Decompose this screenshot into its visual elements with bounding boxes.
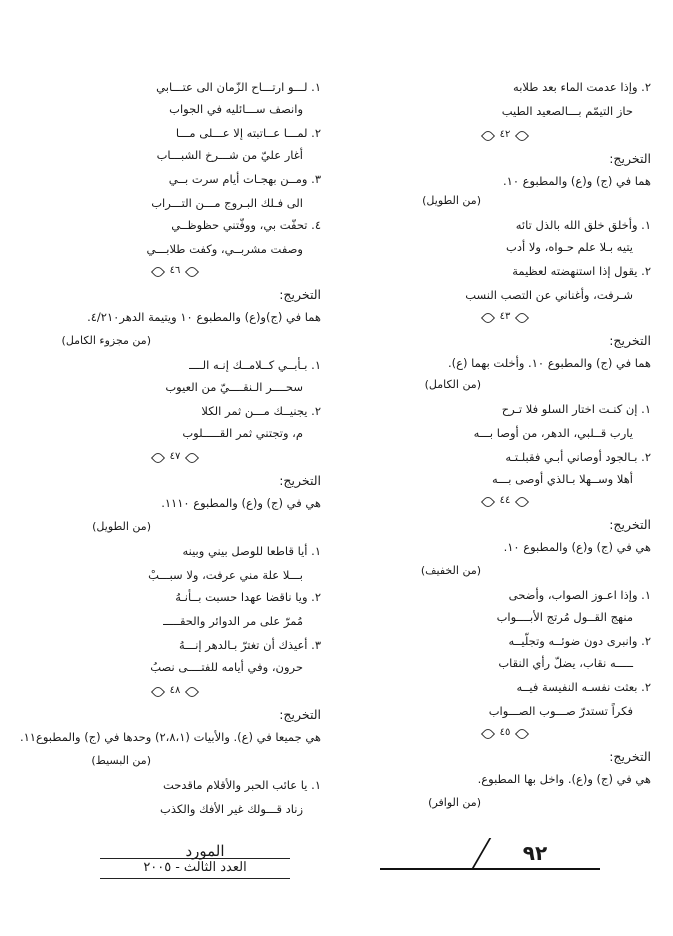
- verse-line: ١. أيا قاطعا للوصل بيني وبينه: [182, 544, 321, 558]
- poem-number-badge: ٤٧: [147, 450, 203, 464]
- verse-line: ١. بـأبــي كــلامــك إنـه الــــ: [189, 358, 321, 372]
- verse-line: بـــلا علة مني عرفت، ولا سبـــبْ: [148, 568, 303, 582]
- verse-line: ٢. لمـــا عــاتبته إلا عـــلى مـــا: [175, 126, 321, 140]
- section-heading: التخريج:: [279, 473, 321, 488]
- verse-line: ٤. تحفّت بي، ووفّتني حظوظــي: [171, 218, 321, 232]
- verse-line: ـــــه نقاب، يضلّ رأي النقاب: [498, 656, 633, 670]
- verse-line: ٢. يقول إذا استنهضته لعظيمة: [512, 264, 651, 278]
- section-heading: التخريج:: [609, 333, 651, 348]
- meter-label: (من الطويل): [92, 520, 151, 533]
- section-heading: التخريج:: [609, 517, 651, 532]
- verse-line: سحــــر الـنقــــيّ من العيوب: [165, 380, 303, 394]
- poem-number-badge: ٤٥: [477, 726, 533, 740]
- verse-line: شـرفت، وأغناني عن التصب النسب: [465, 288, 633, 302]
- meter-label: (من البسيط): [91, 754, 151, 767]
- source-note: هي جميعا في (ع). والأبيات (٢،٨،١) وحدها في (ج) والمطبوع١١.: [19, 730, 321, 744]
- journal-name: المورد: [185, 842, 225, 860]
- meter-label: (من الطويل): [422, 194, 481, 207]
- verse-line: حاز التيمّم بـــالصعيد الطيب: [501, 104, 633, 118]
- source-note: هي في (ج) و(ع) والمطبوع ١١١٠.: [161, 496, 321, 510]
- poem-number-badge: ٤٦: [147, 264, 203, 278]
- verse-line: حرون، وفي أيامه للفتــــى نصبُ: [150, 660, 303, 674]
- verse-line: أهلا وســهلا بـالذي أوصى بـــه: [491, 472, 633, 486]
- verse-line: ١. إن كنـت اختار السلو فلا تـرح: [501, 402, 651, 416]
- verse-line: زناد قـــولك غير الأفك والكذب: [160, 802, 303, 816]
- verse-line: م، وتجتني ثمر القـــــلوب: [182, 426, 303, 440]
- section-heading: التخريج:: [609, 151, 651, 166]
- page-number-rule: [380, 868, 600, 870]
- verse-line: فكراً تستدرّ صـــوب الصـــواب: [488, 704, 633, 718]
- verse-line: ٣. أعيذك أن تغترّ بـالدهر إنـــهُ: [178, 638, 321, 652]
- verse-line: يارب قــلبي، الدهر، من أوصا بـــه: [473, 426, 633, 440]
- verse-line: أغار عليّ من شـــرخ الشبـــاب: [156, 148, 303, 162]
- journal-issue: العدد الثالث - ٢٠٠٥: [143, 860, 247, 875]
- source-note: هي في (ج) و(ع) والمطبوع ١٠.: [503, 540, 651, 554]
- meter-label: (من الخفيف): [420, 564, 481, 577]
- section-heading: التخريج:: [279, 707, 321, 722]
- verse-line: الى فـلك البـروج مـــن التـــراب: [151, 196, 303, 210]
- verse-line: ٢. وإذا عدمت الماء بعد طلابه: [513, 80, 651, 94]
- page-number: ٩٢: [522, 841, 548, 865]
- verse-line: ٣. ومــن بهجـات أيام سرت بــي: [168, 172, 321, 186]
- verse-line: منهج القــول مُرتج الأبــــواب: [496, 610, 633, 624]
- source-note: هما في (ج) والمطبوع ١٠. وأخلت بهما (ع).: [447, 356, 651, 370]
- source-note: هي في (ج) و(ع). واخل بها المطبوع.: [477, 772, 651, 786]
- footer-rule-bottom: [100, 878, 290, 879]
- page-footer: [0, 838, 673, 898]
- verse-line: ٢. بـالجود أوصاني أبـي فقبلـتـه: [505, 450, 651, 464]
- section-heading: التخريج:: [279, 287, 321, 302]
- verse-line: ١. يا عائب الحبر والأقلام ماقدحت: [162, 778, 321, 792]
- verse-line: ١. وأخلق خلق الله بالذل تائه: [515, 218, 651, 232]
- poem-number-badge: ٤٢: [477, 128, 533, 142]
- verse-line: يتيه بـلا علم حـواه، ولا أدب: [506, 240, 633, 254]
- verse-line: وصفت مشربــي، وكفت طلابـــي: [146, 242, 303, 256]
- section-heading: التخريج:: [609, 749, 651, 764]
- poem-number-badge: ٤٤: [477, 494, 533, 508]
- source-note: هما في (ج) و(ع) والمطبوع ١٠.: [503, 174, 651, 188]
- verse-line: وانصف ســـائليه في الجواب: [169, 102, 303, 116]
- verse-line: ٢. يجنيــك مـــن ثمر الكلا: [201, 404, 321, 418]
- verse-line: ٢. ويا ناقضا عهدا حسبت بــأنـهُ: [175, 590, 321, 604]
- verse-line: ١. وإذا اعـوز الصواب، وأضحى: [508, 588, 651, 602]
- meter-label: (من الوافر): [428, 796, 481, 809]
- poem-number-badge: ٤٨: [147, 684, 203, 698]
- verse-line: مُمرّ على مر الدوائر والحقـــــ: [163, 614, 303, 628]
- source-note: هما في (ج)و(ع) والمطبوع ١٠ ويتيمة الدهر٤/٢١٠.: [87, 310, 321, 324]
- poem-number-badge: ٤٣: [477, 310, 533, 324]
- meter-label: (من الكامل): [424, 378, 481, 391]
- meter-label: (من مجزوء الكامل): [61, 334, 151, 347]
- verse-line: ٢. بعثت نفسـه النفيسة فيــه: [516, 680, 651, 694]
- verse-line: ٢. وانبرى دون ضوئــه وتجلّيــه: [508, 634, 651, 648]
- verse-line: ١. لـــو ارتـــاح الزّمان الى عتـــابي: [156, 80, 321, 94]
